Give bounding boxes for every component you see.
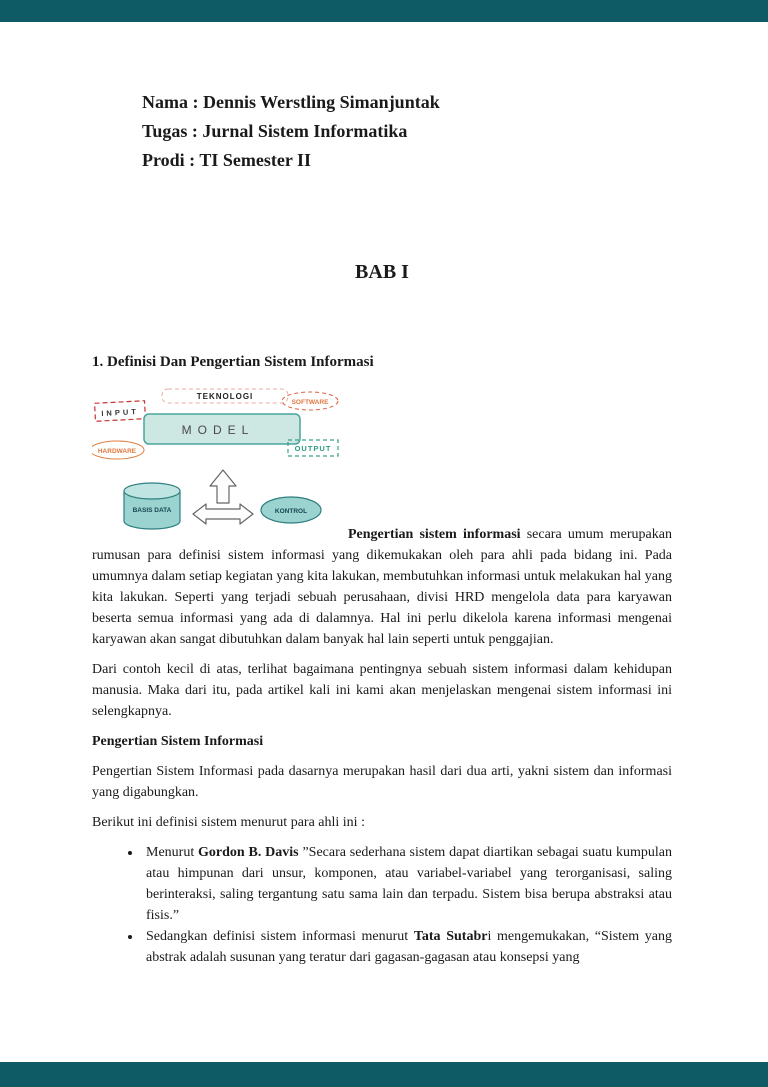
intro-bold-lead: Pengertian sistem informasi — [348, 527, 521, 542]
system-diagram — [92, 388, 342, 538]
section-heading: 1. Definisi Dan Pengertian Sistem Informasi — [92, 354, 374, 370]
header-line-tugas: Tugas : Jurnal Sistem Informatika — [142, 121, 408, 141]
list-item-tata-sutabri: • Sedangkan definisi sistem informasi menurut Tata Sutabri mengemukakan, “Sistem yang abstrak adalah susunan yang teratur dari gagasan-gagasan atau konsepsi yang — [142, 926, 672, 968]
author-name-bold: Gordon B. Davis — [198, 845, 299, 860]
diagram-label-basis-data: BASIS DATA — [132, 507, 172, 514]
author-name-bold: Tata Sutabr — [413, 929, 488, 944]
list-item-gordon-davis: • Menurut Gordon B. Davis ”Secara sederhana sistem dapat diartikan sebagai suatu kumpulan atau himpunan dari unsur, komponen, atau variabel-variabel yang terorganisasi, saling berinteraksi, saling tergantung satu sama lain dan terpadu. Sistem bisa berupa abstraksi atau fisis.” — [142, 842, 672, 926]
intro-paragraph — [92, 388, 672, 650]
input-box — [95, 401, 146, 422]
intro-text: secara umum merupakan rumusan para definisi sistem informasi yang dikemukakan oleh para ahli pada bidang ini. Pada umumnya dalam setiap kegiatan yang kita lakukan, membutuhkan informasi untuk melakukan hal yang kita lakukan. Seperti yang terjadi sebuah perusahaan, divisi HRD mengelola data para karyawan beserta semua informasi yang ada di dalamnya. Hal ini perlu dikelola karena informasi mengenai karyawan akan sangat dibutuhkan dalam banyak hal lain seperti untuk penggajian. — [92, 527, 672, 647]
diagram-label-kontrol: KONTROL — [274, 508, 308, 515]
diagram-label-teknologi: TEKNOLOGI — [196, 392, 254, 401]
header-line-prodi: Prodi : TI Semester II — [142, 150, 311, 170]
paragraph-lead-in: Berikut ini definisi sistem menurut para ahli ini : — [92, 815, 365, 830]
student-info — [142, 88, 672, 175]
diagram-label-model: MODEL — [181, 423, 255, 437]
document-page — [0, 22, 768, 1062]
header-line-nama: Nama : Dennis Werstling Simanjuntak — [142, 92, 440, 112]
bottom-border — [0, 1062, 768, 1087]
top-border — [0, 0, 768, 22]
basis-data-cylinder — [124, 483, 180, 529]
diagram-label-input: INPUT — [101, 407, 140, 418]
paragraph-example: Dari contoh kecil di atas, terlihat bagaimana pentingnya sebuah sistem informasi dalam kehidupan manusia. Maka dari itu, pada artikel kali ini kami akan menjelaskan mengenai sistem informasi ini selengkapnya. — [92, 662, 672, 719]
definitions-list — [92, 842, 672, 968]
kontrol-oval — [261, 497, 321, 523]
arrows-icon — [193, 470, 253, 524]
diagram-label-output: OUTPUT — [294, 444, 332, 453]
paragraph-definition: Pengertian Sistem Informasi pada dasarnya merupakan hasil dari dua arti, yakni sistem dan informasi yang digabungkan. — [92, 764, 672, 800]
diagram-label-software: SOFTWARE — [291, 399, 329, 406]
diagram-label-hardware: HARDWARE — [97, 448, 137, 455]
subheading-pengertian: Pengertian Sistem Informasi — [92, 734, 264, 749]
chapter-title: BAB I — [355, 261, 409, 283]
